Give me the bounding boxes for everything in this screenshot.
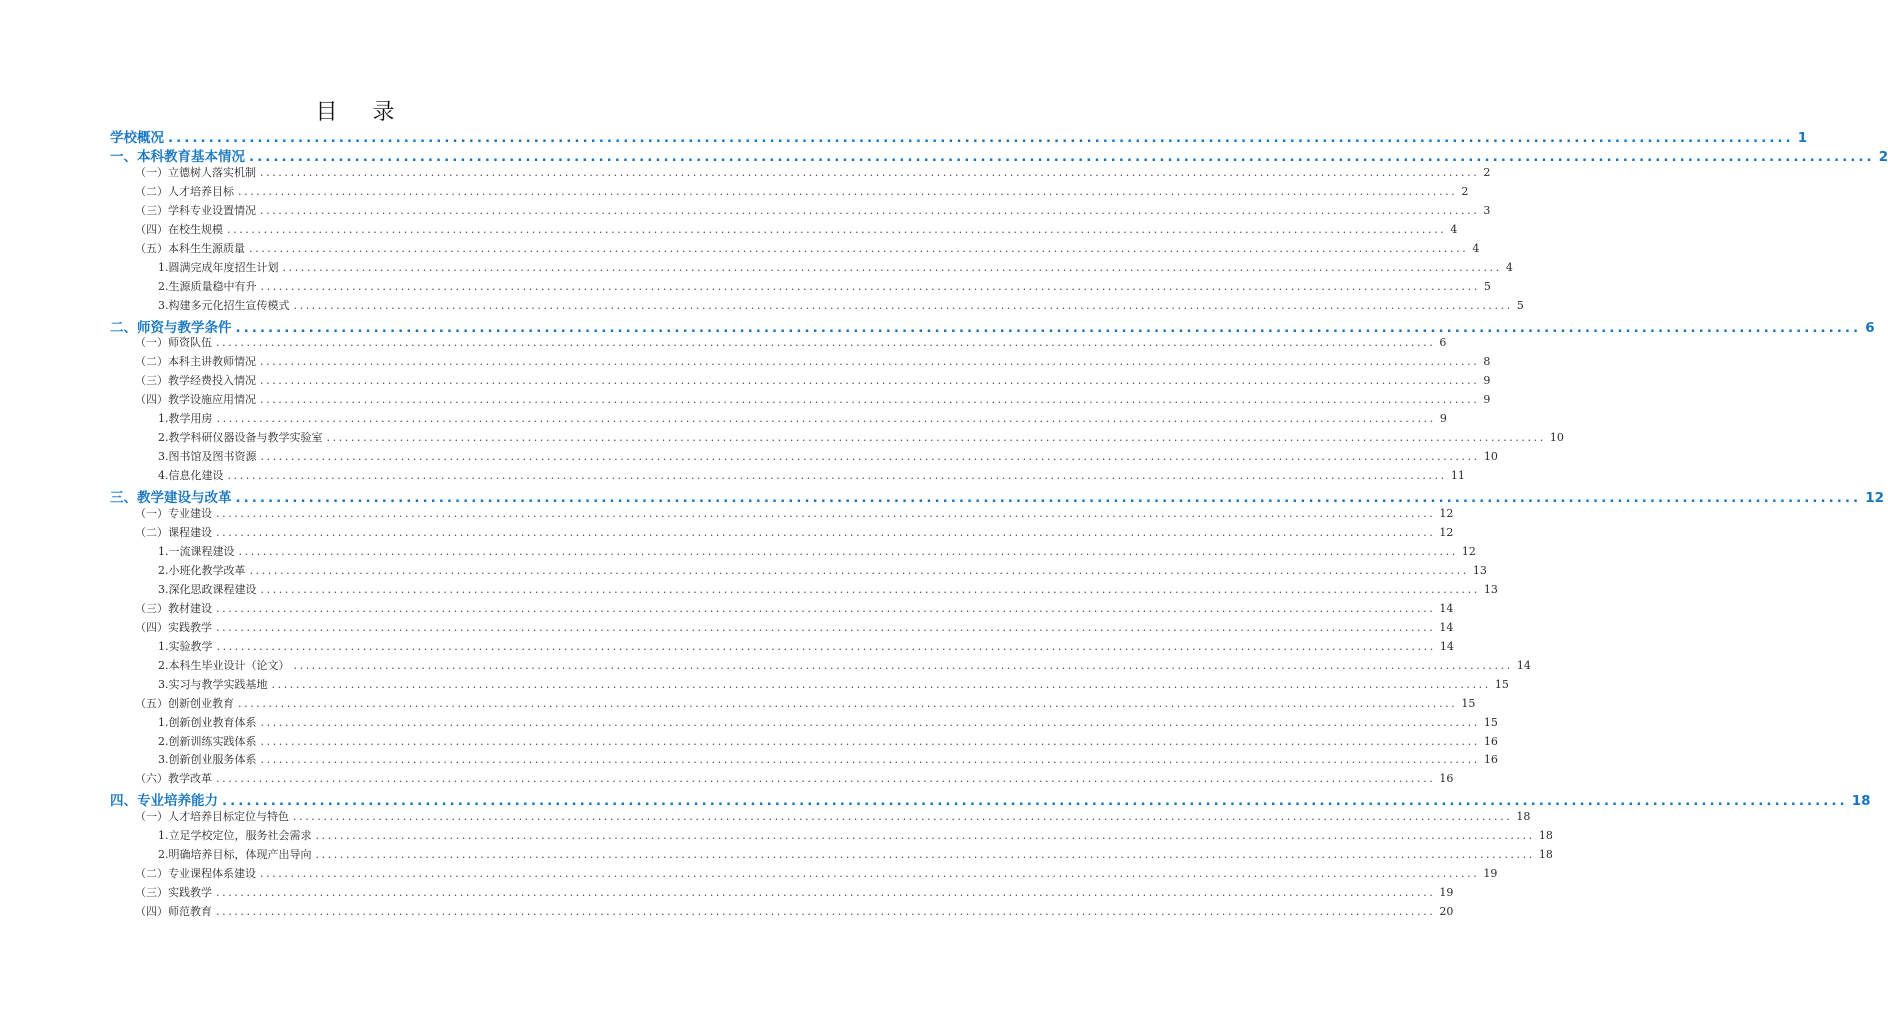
toc-entry-label: （四）在校生规模 xyxy=(135,222,223,236)
dot-leader: ........................................................................................................................................................................................................ xyxy=(216,886,1436,900)
toc-entry[interactable] xyxy=(110,505,1454,524)
toc-entry-page-number: 9 xyxy=(1439,412,1447,426)
toc-entry-label: （三）实践教学 xyxy=(135,886,212,900)
toc-entry[interactable] xyxy=(110,562,1487,581)
toc-entry-page-number: 4 xyxy=(1505,260,1513,274)
dot-leader: ........................................................................................................................................................................................................ xyxy=(260,279,1480,293)
toc-entry-page-number: 18 xyxy=(1538,829,1553,843)
toc-entry[interactable] xyxy=(110,372,1491,391)
toc-entry-label: 1.圆满完成年度招生计划 xyxy=(158,260,279,274)
toc-entry-page-number: 14 xyxy=(1439,601,1454,615)
toc-entry[interactable] xyxy=(110,524,1454,543)
toc-entry-label: （一）师资队伍 xyxy=(135,336,212,350)
dot-leader: ........................................................................................................................................................................................................ xyxy=(293,658,1513,672)
toc-entry-label: （三）教学经费投入情况 xyxy=(135,374,256,388)
dot-leader: ........................................................................................................................................................................................................ xyxy=(249,563,1469,577)
dot-leader: ........................................................................................................................................................................................................ xyxy=(235,490,1862,507)
dot-leader: ........................................................................................................................................................................................................ xyxy=(238,184,1458,198)
toc-entry-label: 1.一流课程建设 xyxy=(158,544,235,558)
toc-entry[interactable] xyxy=(110,334,1447,353)
dot-leader: ........................................................................................................................................................................................................ xyxy=(260,203,1480,217)
toc-entry-label: 三、教学建设与改革 xyxy=(110,490,232,507)
toc-entry[interactable] xyxy=(110,240,1480,259)
toc-entry-page-number: 14 xyxy=(1516,658,1531,672)
toc-entry[interactable] xyxy=(110,183,1469,202)
toc-entry[interactable] xyxy=(110,827,1553,846)
toc-entry-label: 2.教学科研仪器设备与教学实验室 xyxy=(158,431,323,445)
dot-leader: ........................................................................................................................................................................................................ xyxy=(227,469,1447,483)
dot-leader: ........................................................................................................................................................................................................ xyxy=(271,677,1491,691)
toc-entry-page-number: 10 xyxy=(1483,450,1498,464)
toc-entry-page-number: 1 xyxy=(1797,130,1808,146)
toc-entry-page-number: 8 xyxy=(1483,355,1491,369)
dot-leader: ........................................................................................................................................................................................................ xyxy=(216,905,1436,919)
toc-entry[interactable] xyxy=(110,733,1498,752)
toc-entry-page-number: 2 xyxy=(1878,148,1888,165)
dot-leader: ........................................................................................................................................................................................................ xyxy=(249,148,1875,165)
dot-leader: ........................................................................................................................................................................................................ xyxy=(282,260,1502,274)
toc-entry[interactable] xyxy=(110,884,1454,903)
toc-entry-label: 3.创新创业服务体系 xyxy=(158,753,257,767)
toc-entry-page-number: 9 xyxy=(1483,374,1491,388)
toc-entry-page-number: 15 xyxy=(1461,696,1476,710)
toc-entry[interactable] xyxy=(110,353,1491,372)
dot-leader: ........................................................................................................................................................................................................ xyxy=(326,431,1546,445)
toc-entry-page-number: 6 xyxy=(1865,319,1875,336)
dot-leader: ........................................................................................................................................................................................................ xyxy=(227,222,1447,236)
toc-entry-label: （五）创新创业教育 xyxy=(135,696,234,710)
dot-leader: ........................................................................................................................................................................................................ xyxy=(260,734,1480,748)
dot-leader: ........................................................................................................................................................................................................ xyxy=(260,867,1480,881)
toc-entry-label: 3.构建多元化招生宣传模式 xyxy=(158,298,290,312)
toc-entry-label: （一）立德树人落实机制 xyxy=(135,165,256,179)
dot-leader: ........................................................................................................................................................................................................ xyxy=(222,793,1848,810)
toc-entry[interactable] xyxy=(110,657,1531,676)
toc-entry-label: 一、本科教育基本情况 xyxy=(110,148,245,165)
toc-entry-page-number: 19 xyxy=(1483,867,1498,881)
toc-title: 目 录 xyxy=(315,100,409,125)
toc-entry-label: 1.教学用房 xyxy=(158,412,213,426)
toc-entry-page-number: 20 xyxy=(1439,905,1454,919)
toc-entry[interactable] xyxy=(110,846,1553,865)
toc-entry[interactable] xyxy=(110,429,1564,448)
toc-entry-label: 2.生源质量稳中有升 xyxy=(158,279,257,293)
toc-entry[interactable] xyxy=(110,638,1454,657)
toc-entry[interactable] xyxy=(110,695,1476,714)
toc-entry-label: 2.创新训练实践体系 xyxy=(158,734,257,748)
toc-entry-label: 2.本科生毕业设计（论文） xyxy=(158,658,290,672)
toc-entry-label: （二）本科主讲教师情况 xyxy=(135,355,256,369)
toc-entry[interactable] xyxy=(110,581,1498,600)
toc-entry[interactable] xyxy=(110,619,1454,638)
dot-leader: ........................................................................................................................................................................................................ xyxy=(260,393,1480,407)
toc-entry[interactable] xyxy=(110,714,1498,733)
dot-leader: ........................................................................................................................................................................................................ xyxy=(216,772,1436,786)
toc-entry-page-number: 12 xyxy=(1461,544,1476,558)
toc-entry-label: （一）人才培养目标定位与特色 xyxy=(135,810,289,824)
dot-leader: ........................................................................................................................................................................................................ xyxy=(238,544,1458,558)
toc-entry[interactable] xyxy=(110,543,1476,562)
dot-leader: ........................................................................................................................................................................................................ xyxy=(260,753,1480,767)
toc-entry-page-number: 16 xyxy=(1439,772,1454,786)
toc-entry-page-number: 14 xyxy=(1439,639,1454,653)
toc-entry[interactable] xyxy=(110,486,1884,507)
toc-entry-label: （三）学科专业设置情况 xyxy=(135,203,256,217)
toc-entry-page-number: 4 xyxy=(1472,241,1480,255)
toc-entry-page-number: 13 xyxy=(1472,563,1487,577)
toc-entry-label: （二）专业课程体系建设 xyxy=(135,867,256,881)
dot-leader: ........................................................................................................................................................................................................ xyxy=(293,810,1513,824)
dot-leader: ........................................................................................................................................................................................................ xyxy=(260,374,1480,388)
dot-leader: ........................................................................................................................................................................................................ xyxy=(260,582,1480,596)
toc-entry-page-number: 18 xyxy=(1516,810,1531,824)
dot-leader: ........................................................................................................................................................................................................ xyxy=(216,601,1436,615)
toc-entry-label: （四）教学设施应用情况 xyxy=(135,393,256,407)
toc-entry[interactable] xyxy=(110,448,1498,467)
dot-leader: ........................................................................................................................................................................................................ xyxy=(315,829,1535,843)
toc-entry-label: 1.实验教学 xyxy=(158,639,213,653)
toc-entry-label: （六）教学改革 xyxy=(135,772,212,786)
toc-entry[interactable] xyxy=(110,297,1524,316)
toc-entry-page-number: 14 xyxy=(1439,620,1454,634)
toc-entry-page-number: 10 xyxy=(1549,431,1564,445)
toc-entry-page-number: 2 xyxy=(1461,184,1469,198)
dot-leader: ........................................................................................................................................................................................................ xyxy=(260,165,1480,179)
toc-entry-page-number: 12 xyxy=(1439,507,1454,521)
dot-leader: ........................................................................................................................................................................................................ xyxy=(260,715,1480,729)
toc-entry-page-number: 4 xyxy=(1450,222,1458,236)
dot-leader: ........................................................................................................................................................................................................ xyxy=(260,355,1480,369)
toc-entry[interactable] xyxy=(110,316,1875,336)
dot-leader: ........................................................................................................................................................................................................ xyxy=(216,507,1436,521)
dot-leader: ........................................................................................................................................................................................................ xyxy=(315,848,1535,862)
toc-entry-page-number: 12 xyxy=(1439,526,1454,540)
toc-entry[interactable] xyxy=(110,751,1498,770)
toc-entry[interactable] xyxy=(110,676,1509,695)
dot-leader: ........................................................................................................................................................................................................ xyxy=(293,298,1513,312)
toc-entry-label: 3.实习与教学实践基地 xyxy=(158,677,268,691)
dot-leader: ........................................................................................................................................................................................................ xyxy=(168,130,1794,146)
toc-entry-page-number: 18 xyxy=(1851,793,1871,810)
toc-entry-page-number: 16 xyxy=(1483,734,1498,748)
toc-entry-page-number: 18 xyxy=(1538,848,1553,862)
toc-entry-label: 2.明确培养目标，体现产出导向 xyxy=(158,848,312,862)
toc-entry[interactable] xyxy=(110,278,1491,297)
toc-entry[interactable] xyxy=(110,600,1454,619)
toc-entry-label: （三）教材建设 xyxy=(135,601,212,615)
toc-entry-label: （四）实践教学 xyxy=(135,620,212,634)
toc-entry[interactable] xyxy=(110,202,1491,221)
dot-leader: ........................................................................................................................................................................................................ xyxy=(260,450,1480,464)
toc-entry-label: 1.立足学校定位，服务社会需求 xyxy=(158,829,312,843)
toc-entry[interactable] xyxy=(110,410,1447,429)
toc-entry[interactable] xyxy=(110,259,1513,278)
toc-entry-page-number: 11 xyxy=(1450,469,1465,483)
toc-entry-page-number: 15 xyxy=(1494,677,1509,691)
toc-entry[interactable] xyxy=(110,903,1454,922)
toc-entry[interactable] xyxy=(110,808,1531,827)
toc-entry-label: 1.创新创业教育体系 xyxy=(158,715,257,729)
toc-entry-page-number: 12 xyxy=(1865,490,1884,507)
toc-entry-page-number: 9 xyxy=(1483,393,1491,407)
dot-leader: ........................................................................................................................................................................................................ xyxy=(216,336,1436,350)
toc-entry-label: （一）专业建设 xyxy=(135,507,212,521)
toc-entry-label: 学校概况 xyxy=(110,130,164,146)
toc-entry-label: （四）师范教育 xyxy=(135,905,212,919)
toc-entry[interactable] xyxy=(110,221,1458,240)
dot-leader: ........................................................................................................................................................................................................ xyxy=(235,319,1862,336)
toc-entry-page-number: 19 xyxy=(1439,886,1454,900)
toc-entry[interactable] xyxy=(110,164,1491,183)
toc-entry[interactable] xyxy=(110,467,1465,486)
toc-entry[interactable] xyxy=(110,145,1888,165)
toc-entry-page-number: 6 xyxy=(1439,336,1447,350)
toc-entry[interactable] xyxy=(110,391,1491,410)
toc-entry-page-number: 2 xyxy=(1483,165,1491,179)
toc-entry-page-number: 15 xyxy=(1483,715,1498,729)
toc-entry-label: （二）人才培养目标 xyxy=(135,184,234,198)
toc-entry-page-number: 13 xyxy=(1483,582,1498,596)
toc-entry[interactable] xyxy=(110,770,1454,789)
table-of-contents xyxy=(110,126,1888,922)
toc-entry-page-number: 3 xyxy=(1483,203,1491,217)
toc-entry-label: 4.信息化建设 xyxy=(158,469,224,483)
toc-entry-label: （二）课程建设 xyxy=(135,526,212,540)
dot-leader: ........................................................................................................................................................................................................ xyxy=(216,526,1436,540)
toc-entry-label: 四、专业培养能力 xyxy=(110,793,218,810)
toc-entry-label: 2.小班化教学改革 xyxy=(158,563,246,577)
toc-entry-label: 二、师资与教学条件 xyxy=(110,319,232,336)
toc-entry[interactable] xyxy=(110,126,1808,146)
dot-leader: ........................................................................................................................................................................................................ xyxy=(216,639,1436,653)
toc-entry[interactable] xyxy=(110,789,1871,810)
toc-entry-page-number: 5 xyxy=(1483,279,1491,293)
dot-leader: ........................................................................................................................................................................................................ xyxy=(216,412,1436,426)
toc-entry-page-number: 16 xyxy=(1483,753,1498,767)
dot-leader: ........................................................................................................................................................................................................ xyxy=(238,696,1458,710)
toc-entry-label: （五）本科生生源质量 xyxy=(135,241,245,255)
toc-entry[interactable] xyxy=(110,865,1498,884)
toc-entry-label: 3.图书馆及图书资源 xyxy=(158,450,257,464)
dot-leader: ........................................................................................................................................................................................................ xyxy=(216,620,1436,634)
toc-entry-page-number: 5 xyxy=(1516,298,1524,312)
dot-leader: ........................................................................................................................................................................................................ xyxy=(249,241,1469,255)
toc-entry-label: 3.深化思政课程建设 xyxy=(158,582,257,596)
